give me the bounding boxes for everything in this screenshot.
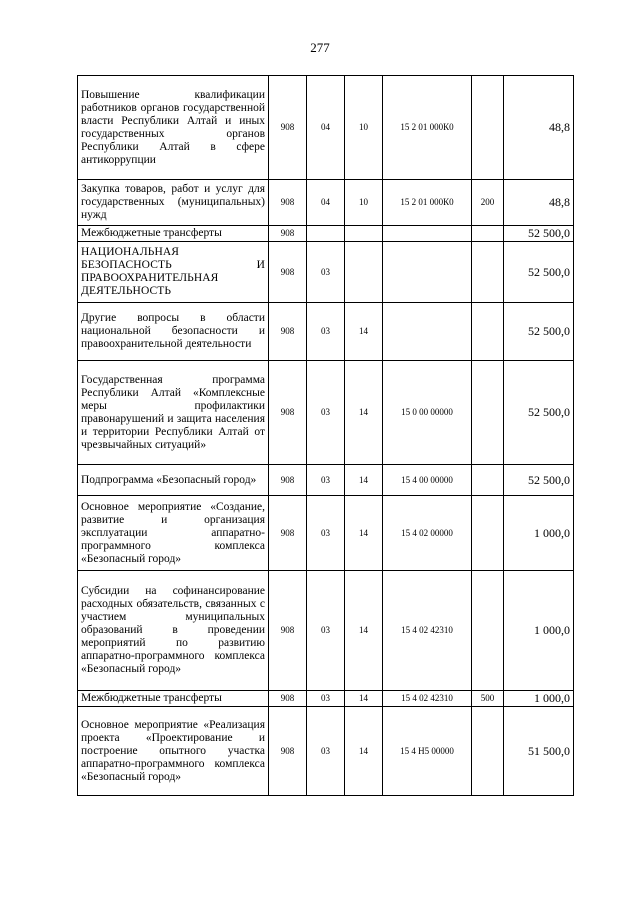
target-code: [383, 226, 472, 242]
expense-type-code: [472, 226, 504, 242]
subsection-code: 14: [345, 691, 383, 707]
amount: 52 500,0: [504, 465, 574, 496]
section-code: 03: [307, 465, 345, 496]
target-code: 15 4 02 42310: [383, 571, 472, 691]
ministry-code: 908: [269, 226, 307, 242]
subsection-code: 14: [345, 303, 383, 361]
target-code: 15 4 Н5 00000: [383, 707, 472, 796]
section-code: 04: [307, 76, 345, 180]
amount: 52 500,0: [504, 303, 574, 361]
table-row: [78, 303, 574, 361]
table-row: [78, 465, 574, 496]
target-code: 15 4 00 00000: [383, 465, 472, 496]
subsection-code: 14: [345, 707, 383, 796]
amount: 1 000,0: [504, 571, 574, 691]
subsection-code: 14: [345, 361, 383, 465]
expense-type-code: [472, 465, 504, 496]
ministry-code: 908: [269, 465, 307, 496]
section-code: 03: [307, 707, 345, 796]
section-code: 03: [307, 361, 345, 465]
section-code: 04: [307, 180, 345, 226]
table-row: [78, 242, 574, 303]
table-row: [78, 707, 574, 796]
row-name: Основное мероприятие «Реализация проекта «Проектирование и построение опытного участка аппаратно-программного комплекса «Безопасный город»: [78, 707, 269, 796]
section-code: 03: [307, 691, 345, 707]
ministry-code: 908: [269, 242, 307, 303]
subsection-code: 10: [345, 76, 383, 180]
table-row: [78, 571, 574, 691]
target-code: 15 4 02 42310: [383, 691, 472, 707]
expense-type-code: [472, 242, 504, 303]
subsection-code: [345, 242, 383, 303]
expense-type-code: 200: [472, 180, 504, 226]
row-name: Закупка товаров, работ и услуг для государственных (муниципальных) нужд: [78, 180, 269, 226]
amount: 51 500,0: [504, 707, 574, 796]
row-name: Межбюджетные трансферты: [78, 226, 269, 242]
target-code: 15 0 00 00000: [383, 361, 472, 465]
row-name: Основное мероприятие «Создание, развитие и организация эксплуатации аппаратно-программного комплекса «Безопасный город»: [78, 496, 269, 571]
budget-table: [77, 75, 574, 796]
expense-type-code: [472, 303, 504, 361]
ministry-code: 908: [269, 707, 307, 796]
expense-type-code: [472, 76, 504, 180]
subsection-code: 14: [345, 465, 383, 496]
expense-type-code: [472, 496, 504, 571]
row-name: НАЦИОНАЛЬНАЯ БЕЗОПАСНОСТЬ И ПРАВООХРАНИТЕЛЬНАЯ ДЕЯТЕЛЬНОСТЬ: [78, 242, 269, 303]
ministry-code: 908: [269, 180, 307, 226]
subsection-code: 10: [345, 180, 383, 226]
subsection-code: [345, 226, 383, 242]
section-code: 03: [307, 303, 345, 361]
ministry-code: 908: [269, 303, 307, 361]
table-row: [78, 691, 574, 707]
target-code: 15 4 02 00000: [383, 496, 472, 571]
amount: 48,8: [504, 180, 574, 226]
row-name: Повышение квалификации работников органов государственной власти Республики Алтай и иных государственных органов Республики Алтай в сфере антикоррупции: [78, 76, 269, 180]
page-number: 277: [310, 40, 330, 55]
section-code: 03: [307, 496, 345, 571]
ministry-code: 908: [269, 571, 307, 691]
ministry-code: 908: [269, 361, 307, 465]
amount: 48,8: [504, 76, 574, 180]
section-code: 03: [307, 242, 345, 303]
row-name: Другие вопросы в области национальной безопасности и правоохранительной деятельности: [78, 303, 269, 361]
target-code: 15 2 01 000К0: [383, 180, 472, 226]
section-code: 03: [307, 571, 345, 691]
amount: 1 000,0: [504, 691, 574, 707]
subsection-code: 14: [345, 496, 383, 571]
row-name: Государственная программа Республики Алтай «Комплексные меры профилактики правонарушений и защита населения и территории Республики Алтай от чрезвычайных ситуаций»: [78, 361, 269, 465]
target-code: [383, 242, 472, 303]
amount: 1 000,0: [504, 496, 574, 571]
table-row: [78, 226, 574, 242]
section-code: [307, 226, 345, 242]
expense-type-code: [472, 707, 504, 796]
target-code: 15 2 01 000К0: [383, 76, 472, 180]
ministry-code: 908: [269, 496, 307, 571]
ministry-code: 908: [269, 691, 307, 707]
amount: 52 500,0: [504, 242, 574, 303]
amount: 52 500,0: [504, 226, 574, 242]
expense-type-code: [472, 361, 504, 465]
ministry-code: 908: [269, 76, 307, 180]
table-row: [78, 180, 574, 226]
row-name: Субсидии на софинансирование расходных обязательств, связанных с участием муниципальных образований в проведении мероприятий по развитию аппаратно-программного комплекса «Безопасный город»: [78, 571, 269, 691]
amount: 52 500,0: [504, 361, 574, 465]
row-name: Межбюджетные трансферты: [78, 691, 269, 707]
expense-type-code: 500: [472, 691, 504, 707]
row-name: Подпрограмма «Безопасный город»: [78, 465, 269, 496]
table-row: [78, 361, 574, 465]
target-code: [383, 303, 472, 361]
subsection-code: 14: [345, 571, 383, 691]
expense-type-code: [472, 571, 504, 691]
table-row: [78, 76, 574, 180]
table-row: [78, 496, 574, 571]
